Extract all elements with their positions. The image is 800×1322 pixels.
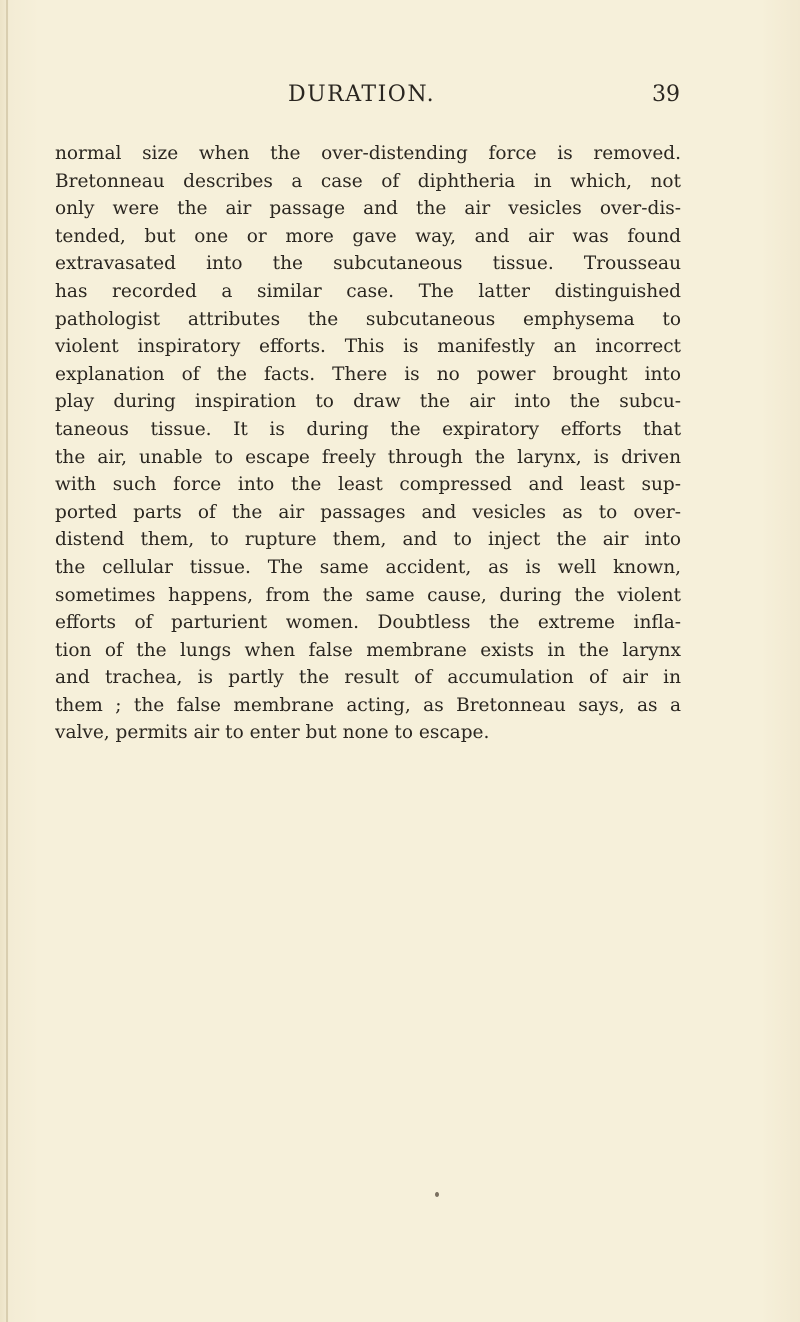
text-line: valve, permits air to enter but none to escape. (55, 722, 490, 744)
text-line: sometimes happens, from the same cause, during the violent (55, 584, 681, 606)
ink-speck (435, 1192, 439, 1197)
page-edge-shadow (6, 0, 8, 1322)
text-line: and trachea, is partly the result of accumulation of air in (55, 667, 681, 689)
text-line: ported parts of the air passages and vesicles as to over- (55, 501, 681, 523)
text-line: pathologist attributes the subcutaneous emphysema to (55, 308, 681, 330)
text-line: tended, but one or more gave way, and air was found (55, 225, 681, 247)
text-line: with such force into the least compressed and least sup- (55, 474, 681, 496)
text-line: explanation of the facts. There is no power brought into (55, 363, 681, 385)
text-line: the air, unable to escape freely through the larynx, is driven (55, 446, 681, 468)
text-line: extravasated into the subcutaneous tissue. Trousseau (55, 253, 681, 275)
text-line: violent inspiratory efforts. This is manifestly an incorrect (55, 336, 681, 358)
body-paragraph (55, 140, 681, 747)
text-line: normal size when the over-distending force is removed. (55, 143, 681, 164)
running-head (0, 82, 800, 118)
page-number: 39 (652, 82, 680, 107)
text-line: only were the air passage and the air vesicles over-dis- (55, 198, 681, 220)
text-line: efforts of parturient women. Doubtless the extreme infla- (55, 612, 681, 634)
text-line: Bretonneau describes a case of diphtheria in which, not (55, 170, 681, 192)
text-line: tion of the lungs when false membrane exists in the larynx (55, 639, 681, 661)
text-line: has recorded a similar case. The latter distinguished (55, 280, 681, 302)
text-line: them ; the false membrane acting, as Bretonneau says, as a (55, 694, 681, 716)
text-line: play during inspiration to draw the air into the subcu- (55, 391, 681, 413)
running-head-title: DURATION. (288, 82, 436, 107)
text-line: distend them, to rupture them, and to inject the air into (55, 529, 681, 551)
text-line: taneous tissue. It is during the expiratory efforts that (55, 418, 681, 440)
text-line: the cellular tissue. The same accident, as is well known, (55, 556, 681, 578)
